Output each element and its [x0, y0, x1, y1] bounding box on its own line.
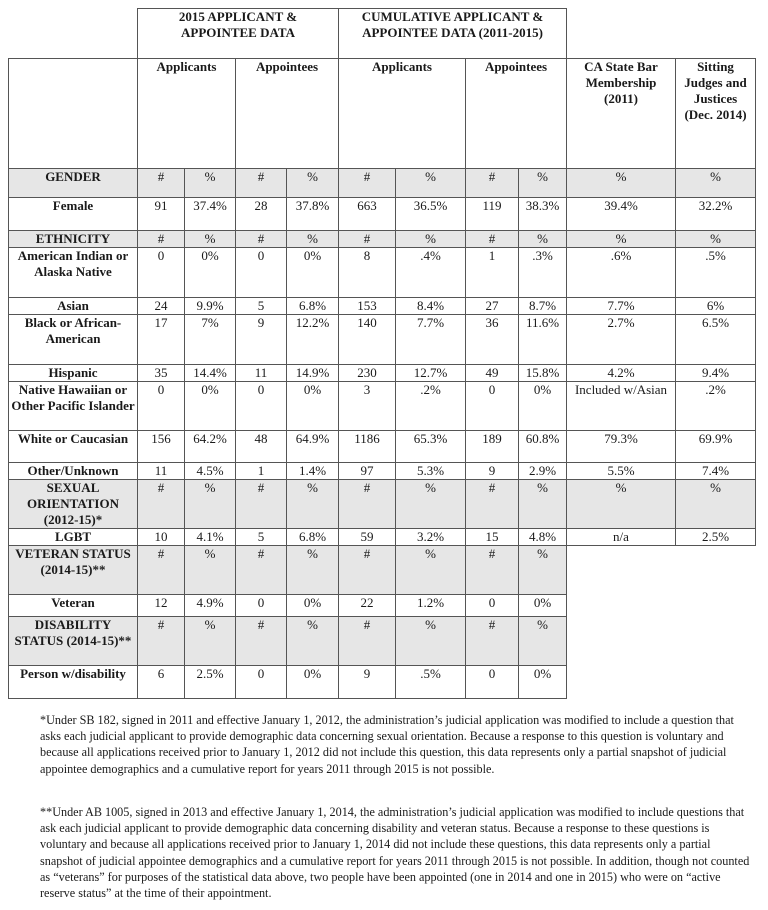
- table-cell: 0: [236, 382, 287, 431]
- unit-count-header: #: [236, 546, 287, 595]
- unit-count-header: #: [138, 480, 185, 529]
- table-cell: 9: [466, 463, 519, 480]
- empty-cell: [567, 617, 756, 666]
- empty-cell: [567, 666, 756, 699]
- table-cell: 0%: [287, 248, 339, 298]
- header-appointees-cumulative: Appointees: [466, 59, 567, 169]
- table-cell: 12.7%: [396, 365, 466, 382]
- unit-count-header: #: [466, 617, 519, 666]
- table-cell: 4.9%: [185, 595, 236, 617]
- table-cell: 1: [466, 248, 519, 298]
- table-cell: 12: [138, 595, 185, 617]
- table-cell: 3.2%: [396, 529, 466, 546]
- table-cell: 1186: [339, 431, 396, 463]
- table-cell: Included w/Asian: [567, 382, 676, 431]
- table-cell: 35: [138, 365, 185, 382]
- unit-count-header: #: [236, 231, 287, 248]
- empty-top-right: [567, 9, 756, 59]
- table-cell: 12.2%: [287, 315, 339, 365]
- empty-cell: [567, 546, 756, 595]
- table-cell: 8.4%: [396, 298, 466, 315]
- table-cell: 4.2%: [567, 365, 676, 382]
- unit-count-header: #: [466, 169, 519, 198]
- unit-percent-header: %: [185, 480, 236, 529]
- table-cell: 4.8%: [519, 529, 567, 546]
- table-cell: 2.5%: [185, 666, 236, 699]
- table-row: [9, 666, 756, 699]
- table-cell: 14.9%: [287, 365, 339, 382]
- unit-count-header: #: [339, 480, 396, 529]
- table-cell: 8: [339, 248, 396, 298]
- table-cell: 11: [236, 365, 287, 382]
- empty-cell: [567, 595, 756, 617]
- table-row: [9, 198, 756, 231]
- table-cell: 37.8%: [287, 198, 339, 231]
- section-header-disability-status-2014-15: [9, 617, 756, 666]
- table-cell: 5.3%: [396, 463, 466, 480]
- section-label: VETERAN STATUS (2014-15)**: [9, 546, 138, 595]
- unit-percent-header: %: [567, 169, 676, 198]
- unit-percent-header: %: [287, 169, 339, 198]
- table-row: [9, 315, 756, 365]
- table-cell: 9.4%: [676, 365, 756, 382]
- header-applicants-2015: Applicants: [138, 59, 236, 169]
- header-sitting-judges: Sitting Judges and Justices (Dec. 2014): [676, 59, 756, 169]
- table-cell: 0: [466, 595, 519, 617]
- section-header-veteran-status-2014-15: [9, 546, 756, 595]
- unit-count-header: #: [339, 546, 396, 595]
- table-row: [9, 365, 756, 382]
- row-label: White or Caucasian: [9, 431, 138, 463]
- unit-percent-header: %: [396, 169, 466, 198]
- table-cell: 0%: [185, 248, 236, 298]
- unit-percent-header: %: [676, 169, 756, 198]
- table-cell: 69.9%: [676, 431, 756, 463]
- row-label: Native Hawaiian or Other Pacific Islander: [9, 382, 138, 431]
- row-label: Black or African-American: [9, 315, 138, 365]
- unit-percent-header: %: [676, 480, 756, 529]
- table-cell: 3: [339, 382, 396, 431]
- table-cell: 0%: [519, 382, 567, 431]
- table-cell: 59: [339, 529, 396, 546]
- table-cell: 32.2%: [676, 198, 756, 231]
- unit-count-header: #: [236, 169, 287, 198]
- table-cell: 153: [339, 298, 396, 315]
- table-cell: 8.7%: [519, 298, 567, 315]
- table-cell: 91: [138, 198, 185, 231]
- table-cell: .3%: [519, 248, 567, 298]
- unit-percent-header: %: [519, 617, 567, 666]
- unit-count-header: #: [466, 231, 519, 248]
- section-header-ethnicity: [9, 231, 756, 248]
- table-cell: 0: [138, 248, 185, 298]
- row-label: Hispanic: [9, 365, 138, 382]
- table-cell: 5: [236, 298, 287, 315]
- table-cell: 39.4%: [567, 198, 676, 231]
- table-row: [9, 529, 756, 546]
- unit-percent-header: %: [287, 480, 339, 529]
- table-cell: .6%: [567, 248, 676, 298]
- table-cell: 0%: [287, 666, 339, 699]
- table-cell: 79.3%: [567, 431, 676, 463]
- table-cell: 0: [236, 666, 287, 699]
- unit-count-header: #: [138, 617, 185, 666]
- table-cell: 2.9%: [519, 463, 567, 480]
- group-header-2015: 2015 APPLICANT & APPOINTEE DATA: [138, 9, 339, 59]
- table-cell: 1.4%: [287, 463, 339, 480]
- unit-percent-header: %: [287, 231, 339, 248]
- table-cell: .5%: [396, 666, 466, 699]
- table-cell: 38.3%: [519, 198, 567, 231]
- row-label: American Indian or Alaska Native: [9, 248, 138, 298]
- empty-corner: [9, 9, 138, 59]
- table-cell: 17: [138, 315, 185, 365]
- table-cell: 0%: [185, 382, 236, 431]
- table-cell: 0: [466, 666, 519, 699]
- table-cell: 9: [339, 666, 396, 699]
- footnote-veteran-disability: [40, 804, 755, 901]
- unit-count-header: #: [138, 169, 185, 198]
- table-cell: 64.2%: [185, 431, 236, 463]
- row-label: Veteran: [9, 595, 138, 617]
- unit-percent-header: %: [287, 617, 339, 666]
- table-cell: 9: [236, 315, 287, 365]
- table-cell: 37.4%: [185, 198, 236, 231]
- table-cell: 6: [138, 666, 185, 699]
- table-cell: 7.7%: [396, 315, 466, 365]
- table-cell: 663: [339, 198, 396, 231]
- unit-percent-header: %: [287, 546, 339, 595]
- unit-percent-header: %: [519, 231, 567, 248]
- section-label: ETHNICITY: [9, 231, 138, 248]
- unit-count-header: #: [236, 480, 287, 529]
- table-cell: 6.8%: [287, 298, 339, 315]
- unit-percent-header: %: [519, 546, 567, 595]
- table-cell: 230: [339, 365, 396, 382]
- table-cell: 36: [466, 315, 519, 365]
- table-cell: 60.8%: [519, 431, 567, 463]
- unit-count-header: #: [339, 169, 396, 198]
- header-state-bar: CA State Bar Membership (2011): [567, 59, 676, 169]
- table-cell: 7%: [185, 315, 236, 365]
- table-cell: 6.8%: [287, 529, 339, 546]
- table-row: [9, 298, 756, 315]
- table-cell: 24: [138, 298, 185, 315]
- table-cell: 4.5%: [185, 463, 236, 480]
- table-cell: 4.1%: [185, 529, 236, 546]
- unit-percent-header: %: [185, 546, 236, 595]
- section-header-gender: [9, 169, 756, 198]
- table-cell: 7.4%: [676, 463, 756, 480]
- section-label: SEXUAL ORIENTATION (2012-15)*: [9, 480, 138, 529]
- table-cell: n/a: [567, 529, 676, 546]
- unit-percent-header: %: [185, 169, 236, 198]
- row-label-header: [9, 59, 138, 169]
- table-cell: 28: [236, 198, 287, 231]
- table-cell: 0: [466, 382, 519, 431]
- table-cell: 0%: [519, 595, 567, 617]
- table-cell: 65.3%: [396, 431, 466, 463]
- table-cell: 140: [339, 315, 396, 365]
- unit-count-header: #: [138, 231, 185, 248]
- header-appointees-2015: Appointees: [236, 59, 339, 169]
- table-cell: 0%: [287, 382, 339, 431]
- footnote-2-text: **Under AB 1005, signed in 2013 and effective January 1, 2014, the administration’s judicial application was modified to include questions that ask each judicial applicant to provide demographic data concerning disability and veteran status. Because a response to these questions is voluntary and because all applications received prior to January 1, 2014 did not include these questions, this data represents only a partial snapshot of judicial appointee demographics and a cumulative report for years 2011 through 2015 is not possible. In addition, though not counted as “veterans” for purposes of the statistical data above, two people have been appointed (one in 2014 and one in 2015) who were on “active reserve status” at the time of their appointment.: [40, 805, 750, 901]
- demographics-table: [8, 8, 756, 699]
- unit-percent-header: %: [676, 231, 756, 248]
- table-cell: 27: [466, 298, 519, 315]
- unit-percent-header: %: [567, 231, 676, 248]
- table-cell: 11.6%: [519, 315, 567, 365]
- table-cell: 11: [138, 463, 185, 480]
- unit-percent-header: %: [519, 480, 567, 529]
- section-header-sexual-orientation-2012-15: [9, 480, 756, 529]
- unit-percent-header: %: [567, 480, 676, 529]
- table-cell: 49: [466, 365, 519, 382]
- unit-percent-header: %: [185, 231, 236, 248]
- section-label: GENDER: [9, 169, 138, 198]
- table-cell: .2%: [676, 382, 756, 431]
- table-cell: 48: [236, 431, 287, 463]
- table-cell: 97: [339, 463, 396, 480]
- table-cell: 9.9%: [185, 298, 236, 315]
- table-cell: 0: [236, 248, 287, 298]
- table-cell: 1.2%: [396, 595, 466, 617]
- unit-percent-header: %: [396, 480, 466, 529]
- table-cell: 7.7%: [567, 298, 676, 315]
- unit-percent-header: %: [396, 231, 466, 248]
- table-cell: 119: [466, 198, 519, 231]
- table-cell: 22: [339, 595, 396, 617]
- table-cell: 156: [138, 431, 185, 463]
- unit-count-header: #: [339, 617, 396, 666]
- table-cell: .2%: [396, 382, 466, 431]
- unit-percent-header: %: [396, 546, 466, 595]
- sub-header-row: [9, 59, 756, 169]
- table-cell: 5: [236, 529, 287, 546]
- table-cell: 0%: [519, 666, 567, 699]
- header-applicants-cumulative: Applicants: [339, 59, 466, 169]
- table-cell: 1: [236, 463, 287, 480]
- section-label: DISABILITY STATUS (2014-15)**: [9, 617, 138, 666]
- table-cell: 5.5%: [567, 463, 676, 480]
- table-cell: 15: [466, 529, 519, 546]
- unit-percent-header: %: [396, 617, 466, 666]
- table-row: [9, 463, 756, 480]
- table-cell: 6%: [676, 298, 756, 315]
- table-row: [9, 382, 756, 431]
- row-label: Female: [9, 198, 138, 231]
- table-cell: 0: [236, 595, 287, 617]
- table-row: [9, 595, 756, 617]
- table-cell: 6.5%: [676, 315, 756, 365]
- row-label: Asian: [9, 298, 138, 315]
- group-header-row: [9, 9, 756, 59]
- table-cell: .4%: [396, 248, 466, 298]
- unit-count-header: #: [466, 480, 519, 529]
- table-row: [9, 431, 756, 463]
- footnote-1-text: *Under SB 182, signed in 2011 and effective January 1, 2012, the administration’s judicial application was modified to include a question that asks each judicial applicant to provide demographic data concerning sexual orientation. Because a response to this question is voluntary and because all applications received prior to January 1, 2012 did not include this question, this data represents only a partial snapshot of judicial appointee demographics and a cumulative report for years 2011 through 2015 is not possible.: [40, 713, 734, 776]
- footnote-sexual-orientation: [40, 712, 755, 777]
- row-label: Other/Unknown: [9, 463, 138, 480]
- table-cell: .5%: [676, 248, 756, 298]
- table-cell: 64.9%: [287, 431, 339, 463]
- table-cell: 189: [466, 431, 519, 463]
- unit-count-header: #: [339, 231, 396, 248]
- unit-count-header: #: [466, 546, 519, 595]
- table-cell: 15.8%: [519, 365, 567, 382]
- table-cell: 0: [138, 382, 185, 431]
- table-cell: 14.4%: [185, 365, 236, 382]
- table-cell: 36.5%: [396, 198, 466, 231]
- group-header-cumulative: CUMULATIVE APPLICANT & APPOINTEE DATA (2011-2015): [339, 9, 567, 59]
- table-cell: 0%: [287, 595, 339, 617]
- row-label: Person w/disability: [9, 666, 138, 699]
- unit-count-header: #: [138, 546, 185, 595]
- table-row: [9, 248, 756, 298]
- row-label: LGBT: [9, 529, 138, 546]
- unit-percent-header: %: [519, 169, 567, 198]
- unit-count-header: #: [236, 617, 287, 666]
- unit-percent-header: %: [185, 617, 236, 666]
- table-cell: 2.5%: [676, 529, 756, 546]
- table-cell: 10: [138, 529, 185, 546]
- table-cell: 2.7%: [567, 315, 676, 365]
